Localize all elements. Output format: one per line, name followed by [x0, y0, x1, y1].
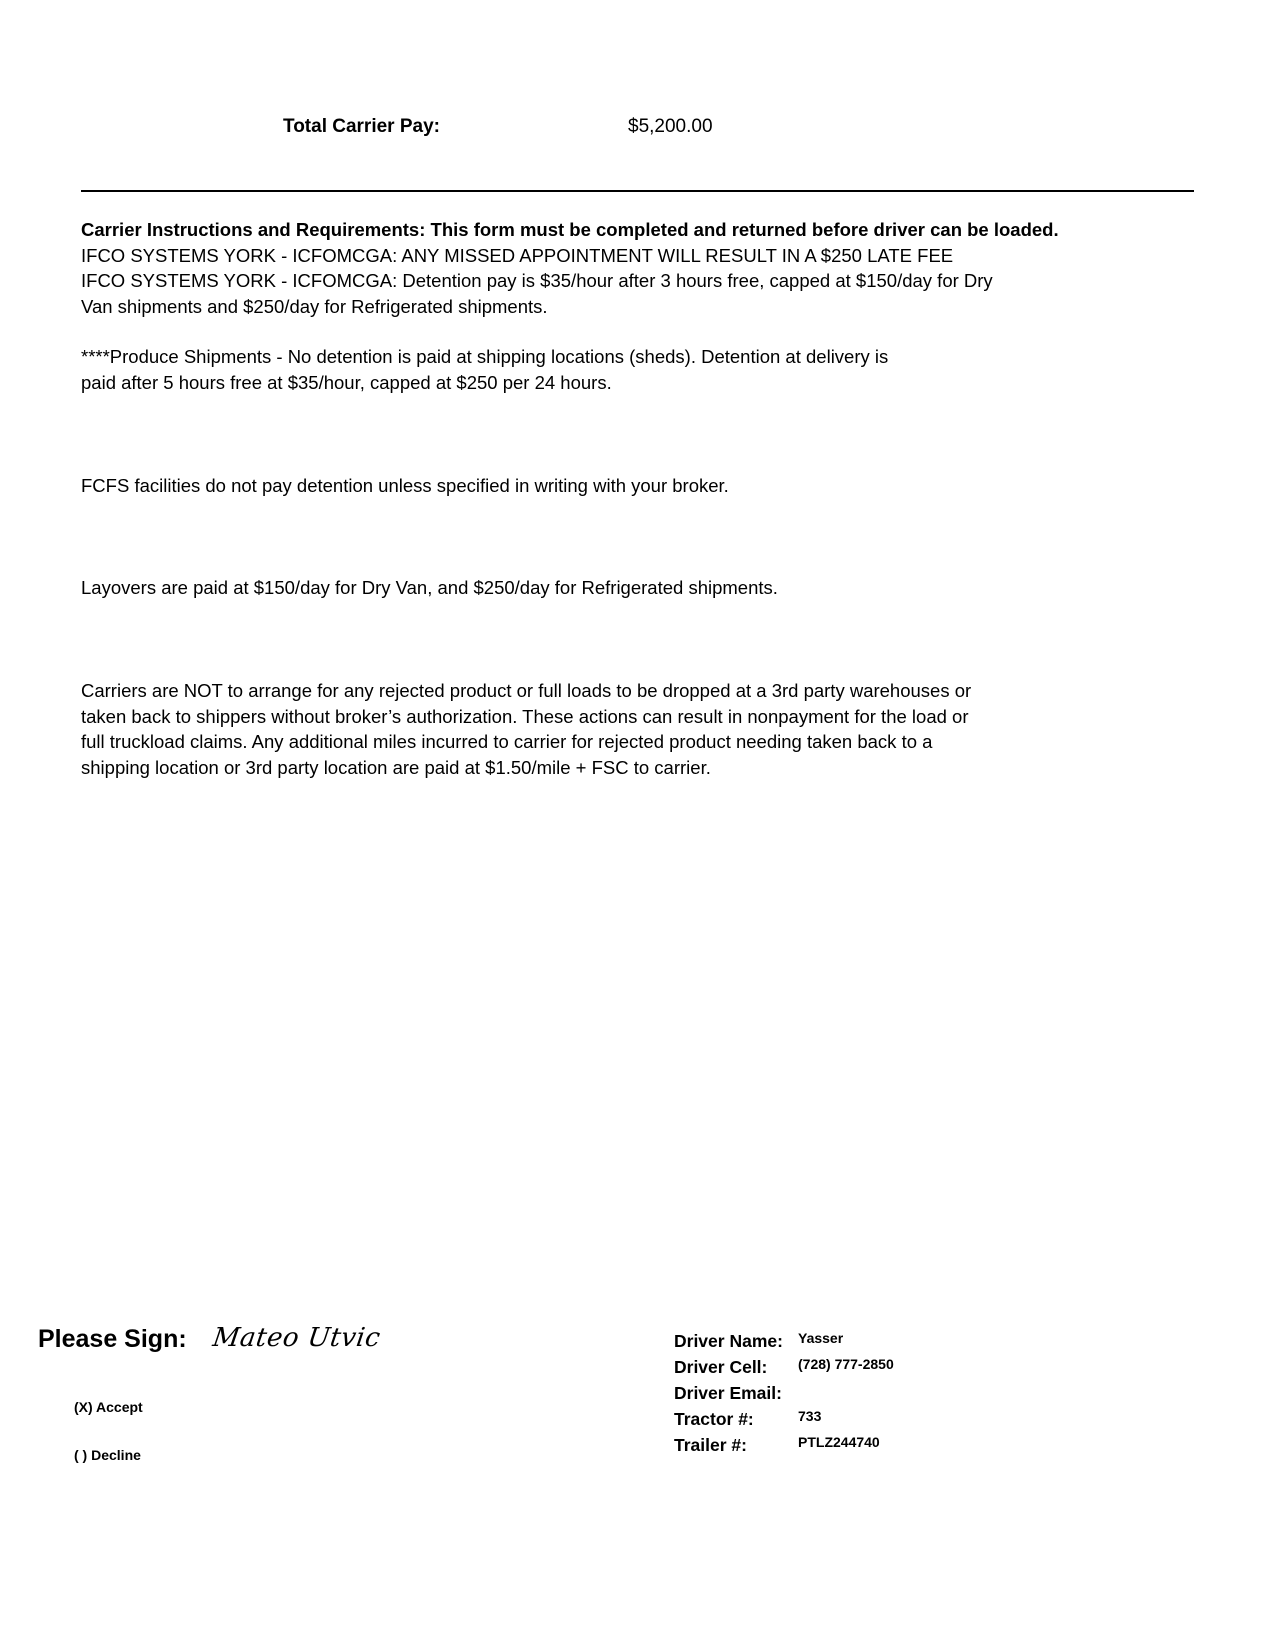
- driver-cell-label: Driver Cell:: [674, 1357, 768, 1377]
- rejected-note-line: full truckload claims. Any additional miles incurred to carrier for rejected product needing taken back to a: [81, 731, 933, 752]
- fcfs-note: [81, 473, 1181, 499]
- signature: Mateo Utvic: [210, 1323, 383, 1353]
- produce-note-line: paid after 5 hours free at $35/hour, capped at $250 per 24 hours.: [81, 371, 612, 393]
- tractor-number-value: 733: [798, 1408, 822, 1424]
- fcfs-note-text: FCFS facilities do not pay detention unless specified in writing with your broker.: [81, 475, 729, 496]
- rejected-note-line: taken back to shippers without broker’s authorization. These actions can result in nonpayment for the load or: [81, 705, 969, 727]
- trailer-number-value: PTLZ244740: [798, 1434, 880, 1450]
- produce-shipments-note: [81, 344, 1181, 395]
- driver-name-value: Yasser: [798, 1330, 844, 1346]
- tractor-number-label: Tractor #:: [674, 1409, 754, 1429]
- rejected-note-line: shipping location or 3rd party location are paid at $1.50/mile + FSC to carrier.: [81, 756, 711, 778]
- instructions-line: IFCO SYSTEMS YORK - ICFOMCGA: ANY MISSED APPOINTMENT WILL RESULT IN A $250 LATE FEE: [81, 244, 954, 266]
- instructions-line: Van shipments and $250/day for Refrigerated shipments.: [81, 295, 548, 317]
- driver-email-label: Driver Email:: [674, 1383, 782, 1403]
- layover-note-text: Layovers are paid at $150/day for Dry Van, and $250/day for Refrigerated shipments.: [81, 577, 778, 598]
- rejected-note-line: Carriers are NOT to arrange for any rejected product or full loads to be dropped at a 3rd party warehouses or: [81, 680, 972, 701]
- total-carrier-pay-label: Total Carrier Pay:: [283, 116, 440, 137]
- layover-note: [81, 575, 1181, 601]
- trailer-number-label: Trailer #:: [674, 1435, 747, 1455]
- rejected-product-note: [81, 678, 1181, 780]
- divider: [81, 190, 1194, 192]
- carrier-instructions: [81, 217, 1211, 319]
- please-sign-label: Please Sign:: [38, 1325, 187, 1353]
- decline-option[interactable]: ( ) Decline: [74, 1447, 141, 1463]
- total-carrier-pay-value: $5,200.00: [628, 116, 713, 137]
- driver-name-label: Driver Name:: [674, 1331, 783, 1351]
- accept-option[interactable]: (X) Accept: [74, 1399, 143, 1415]
- instructions-heading: Carrier Instructions and Requirements: This form must be completed and returned before driver can be loaded.: [81, 219, 1059, 240]
- instructions-line: IFCO SYSTEMS YORK - ICFOMCGA: Detention pay is $35/hour after 3 hours free, capped at $150/day for Dry: [81, 270, 993, 291]
- produce-note-line: ****Produce Shipments - No detention is paid at shipping locations (sheds). Detention at delivery is: [81, 346, 889, 367]
- driver-cell-value: (728) 777-2850: [798, 1356, 894, 1372]
